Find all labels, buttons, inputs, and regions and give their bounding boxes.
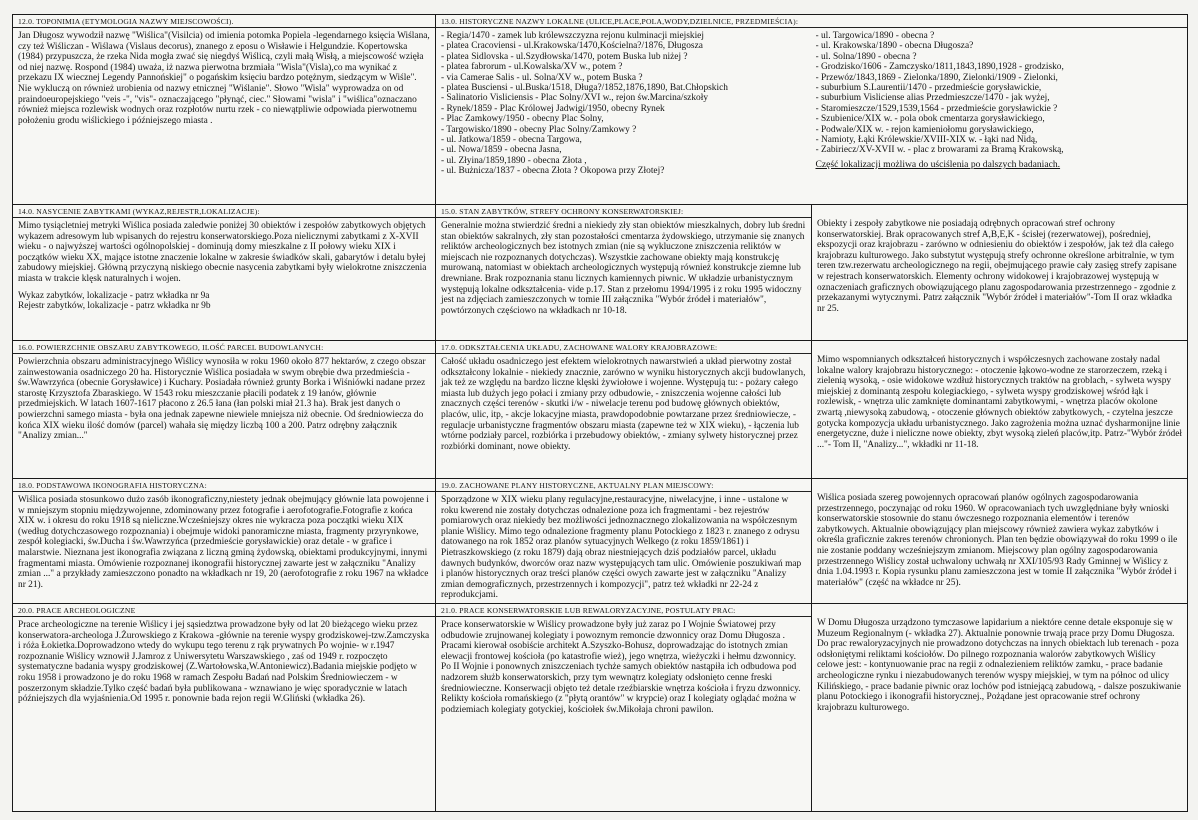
list-item: - platea Busciensi - ul.Buska/1518, Długa?/1852,1876,1890, Bat.Chłopskich [441,83,728,94]
list-item: - suburbium Visliciense alias Przedmieszcze/1470 - jak wyżej, [815,93,1050,104]
section-13-heading: 13.0. HISTORYCZNE NAZWY LOKALNE (ULICE,PLACE,POLA,WODY,DZIELNICE, PRZEDMIEŚCIA): [436,17,1187,28]
section-14-ref-rejestr: Rejestr zabytków, lokalizacje - patrz wkładka nr 9b [18,301,211,312]
list-item: - Targowisko/1890 - obecny Plac Solny/Zamkowy ? [441,124,637,135]
section-17-heading: 17.0. ODKSZTAŁCENIA UKŁADU, ZACHOWANE WALORY KRAJOBRAZOWE: [436,343,811,354]
list-item: - platea Sidlovska - ul.Szydłowska/1470, potem Buska lub niżej ? [441,51,688,62]
list-item: - ul. Solna/1890 - obecna ? [815,51,917,62]
section-17 [436,341,812,479]
section-17-text-left: Całość układu osadniczego jest efektem wielokrotnych nawarstwień a układ pierwotny został odkształcony lokalnie - niekiedy znacznie, zarówno w wyniku historycznych akcji budowlanych, jak też ze względu na bardzo liczne klęski żywiołowe i wojenne. Występują tu: - pożary całego miasta lub dużych jego połaci i zmiany przy odbudowie, - zniszczenia wojenne całości lub znacznych części terenów - skutki i/w - niwelacje terenu pod budowę głównych obiektów, placów, ulic, itp, - akcje lokacyjne miasta, prawdopodobnie powtarzane przez średniowiecze, - regulacje urbanistyczne fragmentów obszaru miasta (zapewne też w XIX wieku), - łączenia lub wtórne podziały parcel, rozbiórka i przebudowy obiektów, - zmiany sylwety historycznej przez rozbiórki dominant, nowe obiekty. [441,357,806,452]
list-item: - Przewóz/1843,1869 - Zielonka/1890, Zielonki/1909 - Zielonki, [815,72,1058,83]
list-item: - Namioty, Łąki Królewskie/XVIII-XIX w. - łąki nad Nidą, [815,135,1038,146]
section-17-continued [812,341,1188,479]
section-18 [13,479,436,604]
list-item: - Staromieszcze/1529,1539,1564 - przedmieście gorysławickie ? [815,103,1058,114]
list-item: - platea fabrorum - ul.Kowalska/XV w., potem ? [441,62,623,73]
section-19-continued [812,479,1188,604]
list-item: - ul. Targowica/1890 - obecna ? [815,31,935,41]
list-item: - ul. Bużnicza/1837 - obecna Złota ? Okopowa przy Złotej? [441,166,665,177]
section-13-note: Część lokalizacji możliwa do uściślenia po dalszych badaniach. [815,158,1061,170]
section-15-continued [812,205,1188,341]
section-21-heading: 21.0. PRACE KONSERWATORSKIE LUB REWALORYZACYJNE, POSTULATY PRAC: [436,606,811,617]
document-sheet [12,14,1188,812]
list-item: - ul. Nowa/1859 - obecna Jasna, [441,145,562,156]
list-item: - platea Cracoviensi - ul.Krakowska/1470,Kościelna?/1876, Długosza [441,41,703,52]
section-18-heading: 18.0. PODSTAWOWA IKONOGRAFIA HISTORYCZNA: [13,481,435,492]
section-19 [436,479,812,604]
section-19-heading: 19.0. ZACHOWANE PLANY HISTORYCZNE, AKTUALNY PLAN MIEJSCOWY: [436,481,811,492]
section-20-heading: 20.0. PRACE ARCHEOLOGICZNE [13,606,435,617]
section-18-text: Wiślica posiada stosunkowo dużo zasób ikonograficzny,niestety jednak obejmujący głównie lata powojenne i w mniejszym stopniu międzywojenne, zdominowany przez fotografie i aerofotografie.Fotografie z końca XIX w. i okresu do roku 1918 są nieliczne.Wcześniejszy okres nie wykracza poza początki wieku XIX (według dotychczasowego rozpoznania) i obejmuje widoki panoramiczne miasta, fragmenty przyrynkowe, zespół kolegiacki, św.Ducha i św.Wawrzyńca (przedmieście gorysławickie) oraz detale - w grafice i malarstwie. Nieznana jest ikonografia związana z liczną gminą żydowską, obiektami produkcyjnymi, innymi fragmentami miasta. Omówienie rozpoznanej ikonografii historycznej zawarte jest w załączniku "Analizy zmian ..." a przykłady zamieszczono ponadto na wkładkach nr 19, 20 (aerofotografie z roku 1967 na wkładce nr 21). [18,495,429,590]
data-sheet-table [12,14,1188,812]
section-19-text-left: Sporządzone w XIX wieku plany regulacyjne,restauracyjne, niwelacyjne, i inne - ustalone w roku kwerend nie zostały dotychczas odnalezione poza ich fragmentami - bez rejestrów pomiarowych oraz niekiedy bez możliwości jednoznacznego zlokalizowania na współczesnym planie Wiślicy. Mimo tego odnalezione fragmenty planu Potockiego z 1823 r. znanego z odrysu datowanego na rok 1852 oraz planów sytuacyjnych Welkego (z roku 1859/1861) i Pietraszkowskiego (z roku 1879) dają obraz niestniejących dziś podziałów parcel, układu dawnych budynków, dworców oraz nazw występujących tam ulic. Omówienie poszukiwań map i planów historycznych oraz treści planów części owych zawarte jest w załączniku "Analizy zmian demograficznych, przestrzennych i kompozycji", patrz też wkładki nr 22-24 z reprodukcjami. [441,495,802,601]
list-item: - Szubienice/XIX w. - pola obok cmentarza gorysławickiego, [815,114,1045,125]
section-21-text-left: Prace konserwatorskie w Wiślicy prowadzone były już zaraz po I Wojnie Światowej przy odbudowie zrujnowanej kolegiaty i powoznym remoncie dzwonnicy oraz Domu Długosza . Pracami kierował osobiście architekt A.Szyszko-Bohusz, doprowadzając do istotnych zmian elewacji frontowej kościoła (po katastrofie wież), jego wnętrza, wieżyczki i hełmu dzwonnicy. Po II Wojnie i ponownych zniszczeniach tychże samych obiektów nastąpiła ich odbudowa pod nadzorem służb konserwatorskich, przy tym wewnątrz kolegiaty odsłonięto cenne freski średniowieczne. Konserwacji objęto też detale rzeźbiarskie wnętrza kościoła i fryzu dzwonnicy. Relikty kościoła romańskiego (z "płytą orantów" w krypcie) oraz I kolegiaty oglądać można w podziemiach kolegiaty gotyckiej, kościołek św.Mikołaja chroni pawilon. [441,619,801,715]
section-15 [436,205,812,341]
section-20-text: Prace archeologiczne na terenie Wiślicy i jej sąsiedztwa prowadzone były od lat 20 bieżącego wieku przez konserwatora-archeologa J.Żurowskiego z Krakowa -głównie na terenie wyspy grodziskowej-tzw.Zamczyska i róża Łokietka.Doprowadzono wtedy do wykupu tego terenu z rąk prywatnych Po wojnie- w r.1947 rozpoznanie Wiślicy wznowił J.Jamroz z Uniwersytetu Warszawskiego , zaś od 1949 r. rozpoczęto systematyczne badania wyspy grodziskowej (Z.Wartołowska,W.Antoniewicz).Badania miejskie podjęto w roku 1958 i prowadzono je do roku 1968 w ramach Zespołu Badań nad Polskim Średniowieczem - w poszerzonym składzie.Tylko część badań była publikowana - wznawiano je więc sporadycznie w latach późniejszych dla wyjaśnienia.Od 1995 r. ponownie bada rejon regii W.Gliński (wkładka 26). [18,619,430,705]
list-item: - Rynek/1859 - Plac Królowej Jadwigi/1950, obecny Rynek [441,103,665,114]
section-12 [13,15,436,205]
list-item: - suburbium S.Laurentii/1470 - przedmieście gorysławickie, [815,83,1042,94]
list-item: - ul. Złyina/1859,1890 - obecna Złota , [441,155,587,166]
section-13 [436,15,1188,205]
section-15-text-left: Generalnie można stwierdzić średni a niekiedy zły stan obiektów mieszkalnych, dobry lub średni stan obiektów sakralnych, zły stan pozostałości cmentarza żydowskiego, utrzymanie się znanych reliktów archeologicznych bez istotnych zmian (nie są wykluczone zniszczenia reliktów w miejscach nie rozpoznanych dotychczas). Wszystkie zachowane obiekty mają konstrukcję murowaną, natomiast w obiektach archeologicznych występują również konstrukcje ziemne lub drewniane. Brak rozpoznania stanu licznych kamiennych piwnic. W układzie urbanistycznym występują lokalne odkształcenia- vide p.17. Stan z przełomu 1994/1995 i z roku 1995 widoczny jest na zdjęciach zamieszczonych w tomie III załącznika "Wybór źródeł i materiałów", powtórzonych częściowo na wkładkach nr 10-18. [441,221,806,316]
section-17-text-right: Mimo wspomnianych odkształceń historycznych i współczesnych zachowane zostały nadal lokalne walory krajobrazu historycznego: - otoczenie łąkowo-wodne ze starorzeczem, rzeką i zielenią wysoką, - osie widokowe wzdłuż historycznych traktów na groblach, - sylweta wyspy miejskiej z dominantą zespołu kolegiackiego, - sylweta wyspy grodziskowej wśród łąk i rozlewisk, - wnętrza ulic zamknięte dominantami zabytkowymi, - wnętrza placów okolone zwartą ,niewysoką zabudową, - otoczenie głównych obiektów zabytkowych, - czytelna jeszcze gotycka kompozycja układu urbanistycznego. Jako zagrożenia można uznać dysharmonijne linie energetyczne, duże i nieliczne nowe obiekty, zbyt wysoką zieleń placów,itp. Patrz-"Wybór źródeł ..."- Tom II, "Analizy...", wkładki nr 11-18. [817,355,1183,450]
list-item: - ul. Jatkowa/1859 - obecna Targowa, [441,135,582,146]
section-21-text-right: W Domu Długosza urządzono tymczasowe lapidarium a niektóre cenne detale eksponuje się w Muzeum Regionalnym (- wkładka 27). Aktualnie ponownie trwają prace przy Domu Długosza. Do prac rewaloryzacyjnych nie prowadzono dotychczas na innych obiektach lub terenach - poza odsłoniętymi reliktami kościołów. Do pilnego rozpoznania walorów zabytkowych Wiślicy celowe jest: - kontynuowanie prac na regii z odnalezieniem reliktów zamku, - prace badanie archeologiczne rynku i niezabudowanych terenów wyspy miejskiej, w tym na północ od ulicy Kilińskiego, - prace badanie piwnic oraz lochów pod istniejącą zabudową, - dalsze poszukiwanie planu Potockiego i ikonografii historycznej., Pożądane jest opracowanie stref ochrony krajobrazu kulturowego. [817,617,1181,713]
section-14-heading: 14.0. NASYCENIE ZABYTKAMI (WYKAZ,REJESTR,LOKALIZACJE): [13,207,435,218]
section-12-heading: 12.0. TOPONIMIA (ETYMOLOGIA NAZWY MIEJSCOWOŚCI). [13,17,435,28]
list-item: - via Camerae Salis - ul. Solna/XV w., potem Buska ? [441,72,643,83]
section-14-text: Mimo tysiącletniej metryki Wiślica posiada zaledwie poniżej 30 obiektów i zespołów zabytkowych objętych wykazem adresowym lub wpisanych do rejestru konserwatorskiego.Poza nielicznymi zabytkami z X-XVII wieku - o najwyższej wartości ogólnopolskiej - dominują domy mieszkalne z II połowy wieku XIX i początków wieku XX, mające istotne znaczenie lokalne w zakresie świadków skali, gabarytów i detalu byłej zabudowy miejskiej. Główną przyczyną niskiego obecnie nasycenia zabytkami były wielokrotne zniszczenia miasta w trakcie klęsk naturalnych i wojen. [18,221,427,284]
section-19-text-right: Wiślica posiada szereg powojennych opracowań planów ogólnych zagospodarowania przestrzennego, poczynając od roku 1960. W opracowaniach tych uwzględniane były wnioski konserwatorskie stosownie do stanu ówczesnego rozpoznania elementów i terenów zabytkowych. Aktualnie obowiązujący plan miejscowy również zawiera wykaz zabytków i określa graficznie zakres terenów chronionych. Plan ten będzie obowiązywał do roku 1999 o ile nie zostanie poddany wcześniejszym zmianom. Miejscowy plan ogólny zagospodarowania przestrzennego Wiślicy został uchwalony uchwałą nr XXI/105/93 Rady Gminnej w Wiślicy z dnia 1.04.1993 r. Kopia rysunku planu zamieszczona jest w tomie II załącznika "Wybór źródeł i materiałów" (część na wkładce nr 25). [817,493,1178,588]
list-item: - Regia/1470 - zamek lub królewszczyzna rejonu kulminacji miejskiej [441,31,704,41]
section-13-list-left [441,31,808,177]
list-item: - Plac Zamkowy/1950 - obecny Plac Solny, [441,114,604,125]
section-15-text-right: Obiekty i zespoły zabytkowe nie posiadają odrębnych opracowań stref ochrony konserwatorskiej. Brak opracowanych stref A,B,E,K - ścisłej (rezerwatowej), pośredniej, ekspozycji oraz krajobrazu - zarówno w odniesieniu do obiektów i zespołów, jak też dla całego krajobrazu kulturowego. Jako substytut występują strefy ochronne określone arbitralnie, w tym teren tzw.rezerwatu archeologicznego na regii, obejmującego prawie cały zasięg strefy zapisane w rejestrach konserwatorskich. Elementy ochrony widokowej i krajobrazowej występują w oznaczeniach graficznych obowiązującego planu zagospodarowania przestrzennego - zgodnie z przekazanymi wytycznymi. Patrz załącznik "Wybór źródeł i materiałów"-Tom II oraz wkładka nr 25. [817,219,1177,314]
section-20 [13,603,436,811]
list-item: - Salinatorio Visliciensis - Plac Solny/XVI w., rejon św.Marcina/szkoły [441,93,709,104]
list-item: - Grodzisko/1606 - Zamczysko/1811,1843,1890,1928 - grodzisko, [815,62,1064,73]
section-13-list-right [816,31,1183,156]
section-14-ref-wykaz: Wykaz zabytków, lokalizacje - patrz wkładka nr 9a [18,290,210,301]
section-21-continued [812,603,1188,811]
list-item: - ul. Krakowska/1890 - obecna Długosza? [815,41,974,52]
section-16-heading: 16.0. POWIERZCHNIE OBSZARU ZABYTKOWEGO, ILOŚĆ PARCEL BUDOWLANYCH: [13,343,435,354]
section-15-heading: 15.0. STAN ZABYTKÓW, STREFY OCHRONY KONSERWATORSKIEJ: [436,207,811,218]
list-item: - Podwale/XIX w. - rejon kamieniołomu gorysławickiego, [815,124,1034,135]
section-21 [436,603,812,811]
section-16-text: Powierzchnia obszaru administracyjnego Wiślicy wynosiła w roku 1960 około 877 hektarów, z czego obszar zainwestowania osadniczego 20 ha. Historycznie Wiślica posiadała w swym obrębie dwa przedmieścia - św.Wawrzyńca (obecnie Gorysławice) i Kuchary. Posiadała również grunty Borka i Wiśniówki nadane przez starostę Krzysztofa Zbaraskiego. W 1543 roku mieszczanie płacili podatek z 19 łanów, głównie przedmiejskich. W latach 1607-1617 płacono z 26.5 łana (łan polski miał 21.3 ha). Brak jest danych o powierzchni samego miasta - była ona jednak zapewne niewiele mniejsza niż obecnie. Od średniowiecza do końca XIX wieku ilość domów (parcel) wahała się między liczbą 100 a 200. Patrz odrębny załącznik "Analizy zmian..." [18,357,426,442]
list-item: - Zabiriecz/XV-XVII w. - plac z browarami za Bramą Krakowską, [815,145,1064,156]
section-12-text: Jan Długosz wywodził nazwę "Wiślica"(Visilcia) od imienia potomka Popiela -legendarnego księcia Wiślana, czy też Wiśliczan - Wiślawa (Vislaus decorus), znanego z eposu o Wisławie i Helgundzie. Kopertowska (1984) przypuszcza, że rzeka Nida mogła zwać się niegdyś Wiślicą, czyli małą Wisłą, a miejscowość wzięła od niej nazwę. Rospond (1984) uważa, iż nazwa pierwotna brzmiała "Wisla"(Visla),co ma wynikać z przekazu IX wiecznej Legendy Pannońskiej" o pogańskim księciu bardzo potężnym, siedzącym w Wiśle". Nie wykluczą on również urobienia od nazwy etnicznej "Wiślanie". Słowo "Wisla" wyprowadza on od praindoeuropejskiego "veis -", "vis"- oznaczającego "płynąć, ciec." Słowami "wisla" i "wiślica"oznaczano również miejsca rozlewisk wodnych oraz rozpłotów nurtu rzek - co niewątpliwie odpowiada pierwotnemu położeniu grodu wiślickiego i późniejszego miasta . [18,31,430,126]
section-14 [13,205,436,341]
section-16 [13,341,436,479]
